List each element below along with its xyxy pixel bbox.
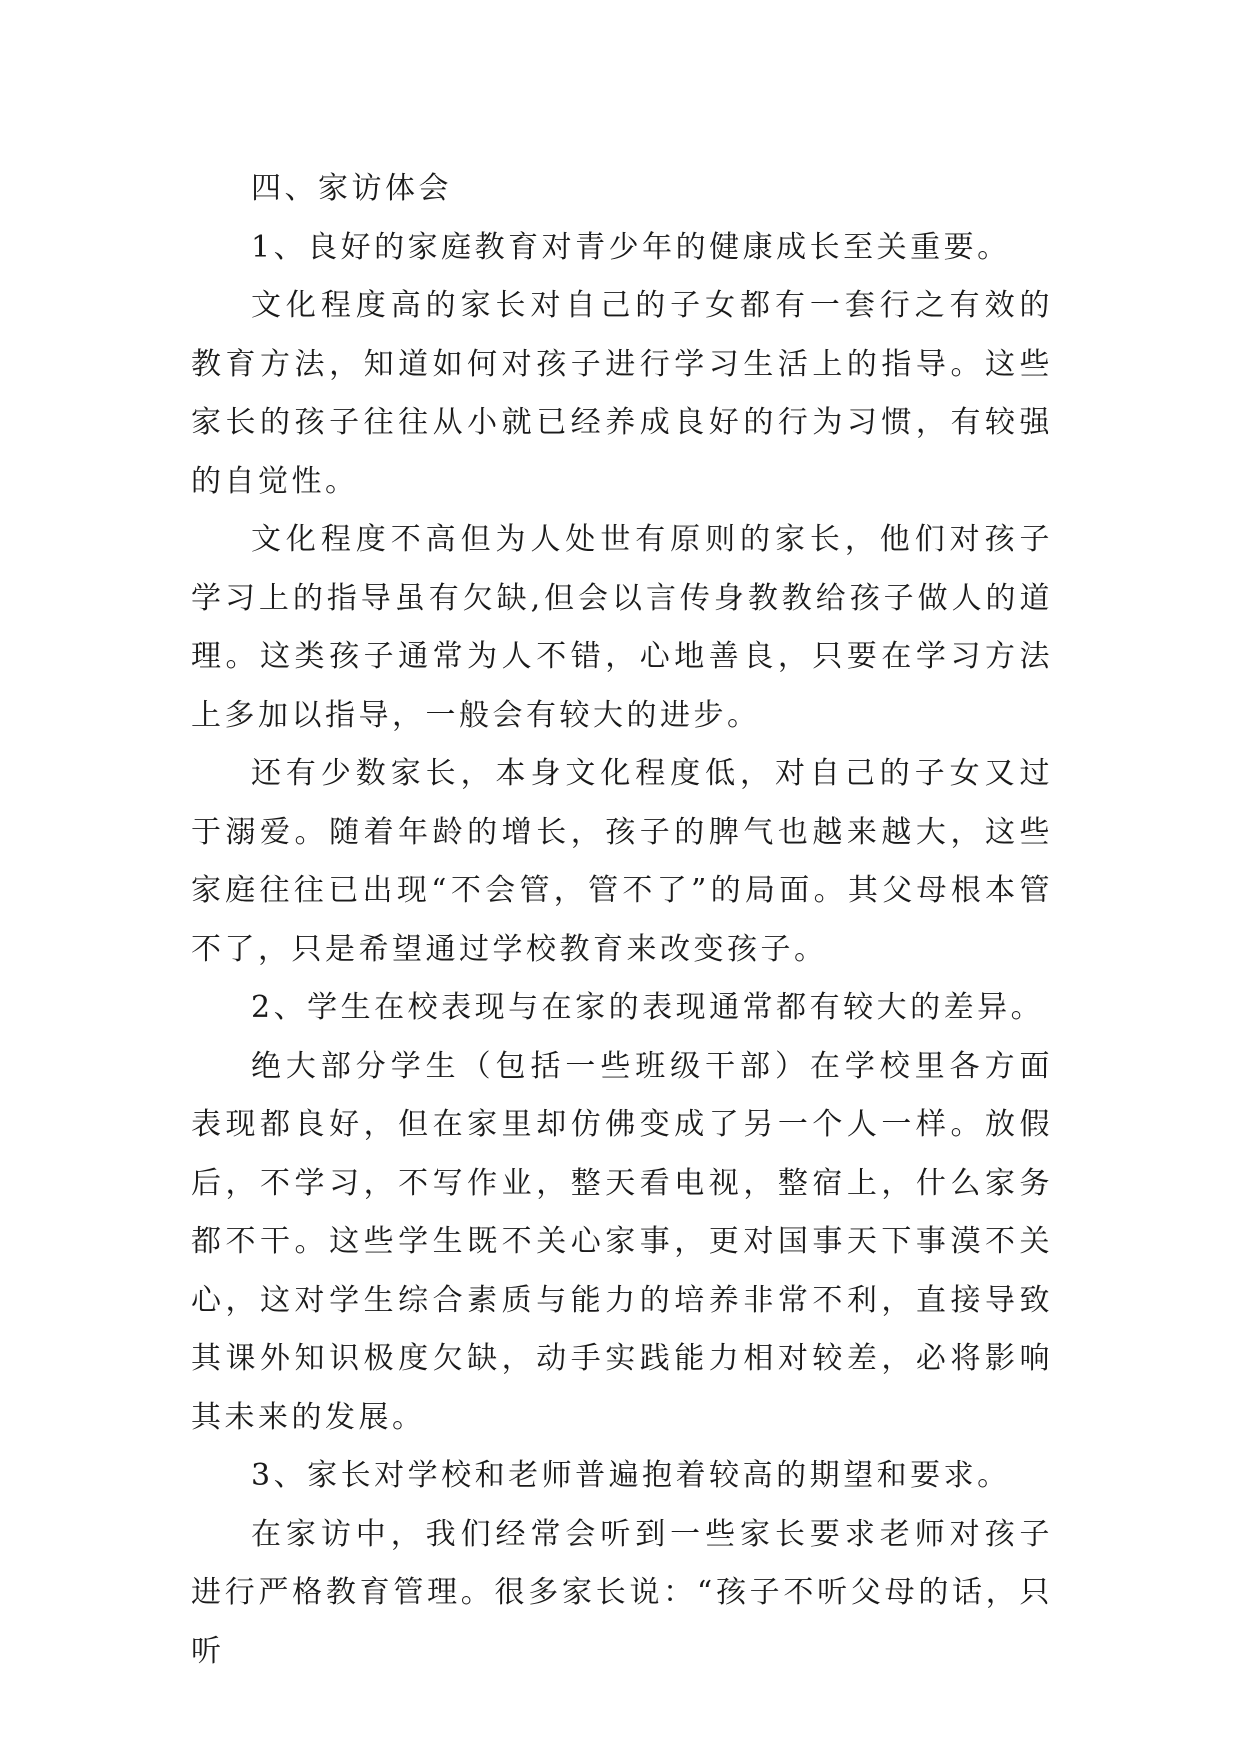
point-heading-2: 2、学生在校表现与在家的表现通常都有较大的差异。 (251, 990, 1045, 1025)
body-paragraph: 文化程度高的家长对自己的子女都有一套行之有效的教育方法，知道如何对孩子进行学习生活上的指导。这些家长的孩子往往从小就已经养成良好的行为习惯，有较强的自觉性。 (191, 288, 1053, 499)
body-paragraph: 还有少数家长，本身文化程度低，对自己的子女又过于溺爱。随着年龄的增长，孩子的脾气也越来越大，这些家庭往往已出现“不会管，管不了”的局面。其父母根本管不了，只是希望通过学校教育来改变孩子。 (191, 756, 1053, 967)
document-body (191, 160, 1053, 1681)
point-heading-1: 1、良好的家庭教育对青少年的健康成长至关重要。 (251, 229, 1011, 265)
section-heading: 四、家访体会 (251, 171, 452, 206)
point-heading-3: 3、家长对学校和老师普遍抱着较高的期望和要求。 (251, 1458, 1011, 1493)
body-paragraph: 绝大部分学生（包括一些班级干部）在学校里各方面表现都良好，但在家里却仿佛变成了另一个人一样。放假后，不学习，不写作业，整天看电视，整宿上，什么家务都不干。这些学生既不关心家事，更对国事天下事漠不关心，这对学生综合素质与能力的培养非常不利，直接导致其课外知识极度欠缺，动手实践能力相对较差，必将影响其未来的发展。 (191, 1048, 1053, 1435)
body-paragraph: 文化程度不高但为人处世有原则的家长，他们对孩子学习上的指导虽有欠缺,但会以言传身教教给孩子做人的道理。这类孩子通常为人不错，心地善良，只要在学习方法上多加以指导，一般会有较大的进步。 (191, 522, 1053, 733)
body-paragraph: 在家访中，我们经常会听到一些家长要求老师对孩子进行严格教育管理。很多家长说：“孩子不听父母的话，只听 (191, 1516, 1053, 1669)
